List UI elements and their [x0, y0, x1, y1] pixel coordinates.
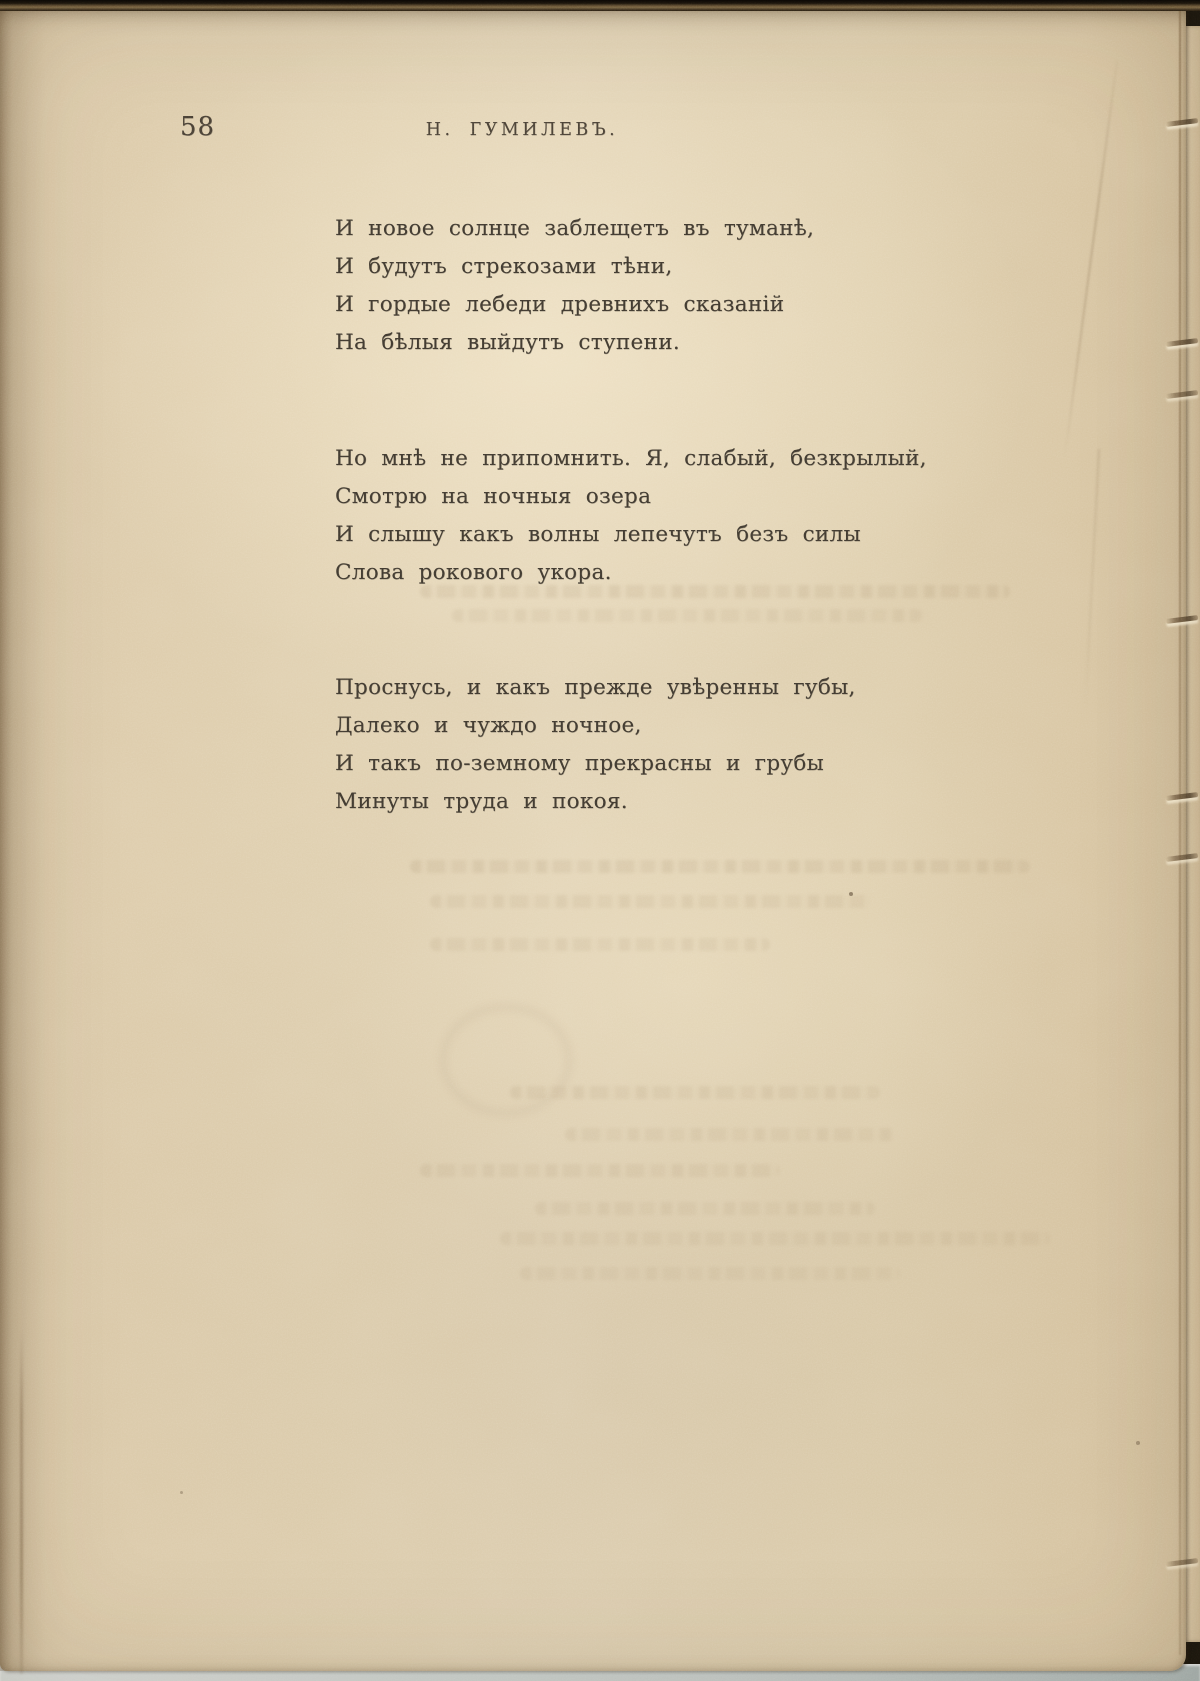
bleed-through-line — [535, 1202, 875, 1215]
bleed-through-line — [565, 1128, 895, 1141]
paper-speck — [180, 1491, 183, 1494]
paper-speck — [1136, 1441, 1140, 1445]
poem-line: Слова рокового укора. — [335, 560, 612, 585]
paper-crease — [1064, 61, 1118, 458]
running-header: Н. ГУМИЛЕВЪ. — [425, 120, 619, 140]
poem-line: И такъ по-земному прекрасны и грубы — [335, 751, 824, 776]
poem-line: На бѣлыя выйдутъ ступени. — [335, 330, 680, 355]
poem-stanza — [335, 210, 814, 362]
bleed-through-line — [430, 895, 870, 908]
book-top-edge — [0, 0, 1200, 11]
page-number: 58 — [180, 112, 216, 142]
poem-line: Проснусь, и какъ прежде увѣренны губы, — [335, 675, 856, 700]
paper-crease — [1084, 449, 1100, 709]
paper-stain — [440, 1004, 572, 1116]
poem-line: И гордые лебеди древнихъ сказаній — [335, 292, 785, 317]
bleed-through-line — [500, 1232, 1050, 1245]
binding-gutter-shadow — [0, 9, 46, 1671]
poem-line: Минуты труда и покоя. — [335, 789, 628, 814]
poem-stanza — [335, 440, 927, 592]
poem-stanza — [335, 669, 856, 821]
poem-line: Далеко и чуждо ночное, — [335, 713, 642, 738]
bleed-through-line — [430, 938, 770, 951]
book-page — [0, 9, 1186, 1671]
bleed-through-line — [452, 609, 922, 622]
poem-line: Смотрю на ночныя озера — [335, 484, 652, 509]
bleed-through-line — [410, 860, 1030, 873]
poem-line: И слышу какъ волны лепечутъ безъ силы — [335, 522, 861, 547]
bleed-through-line — [520, 1267, 900, 1280]
bleed-through-line — [420, 1164, 780, 1177]
bleed-through-line — [420, 585, 1010, 598]
poem-line: И новое солнце заблещетъ въ туманѣ, — [335, 216, 815, 241]
poem-line: И будутъ стрекозами тѣни, — [335, 254, 673, 279]
bleed-through-line — [510, 1086, 880, 1099]
poem-line: Но мнѣ не припомнить. Я, слабый, безкрылый, — [335, 446, 927, 471]
paper-speck — [849, 892, 853, 896]
